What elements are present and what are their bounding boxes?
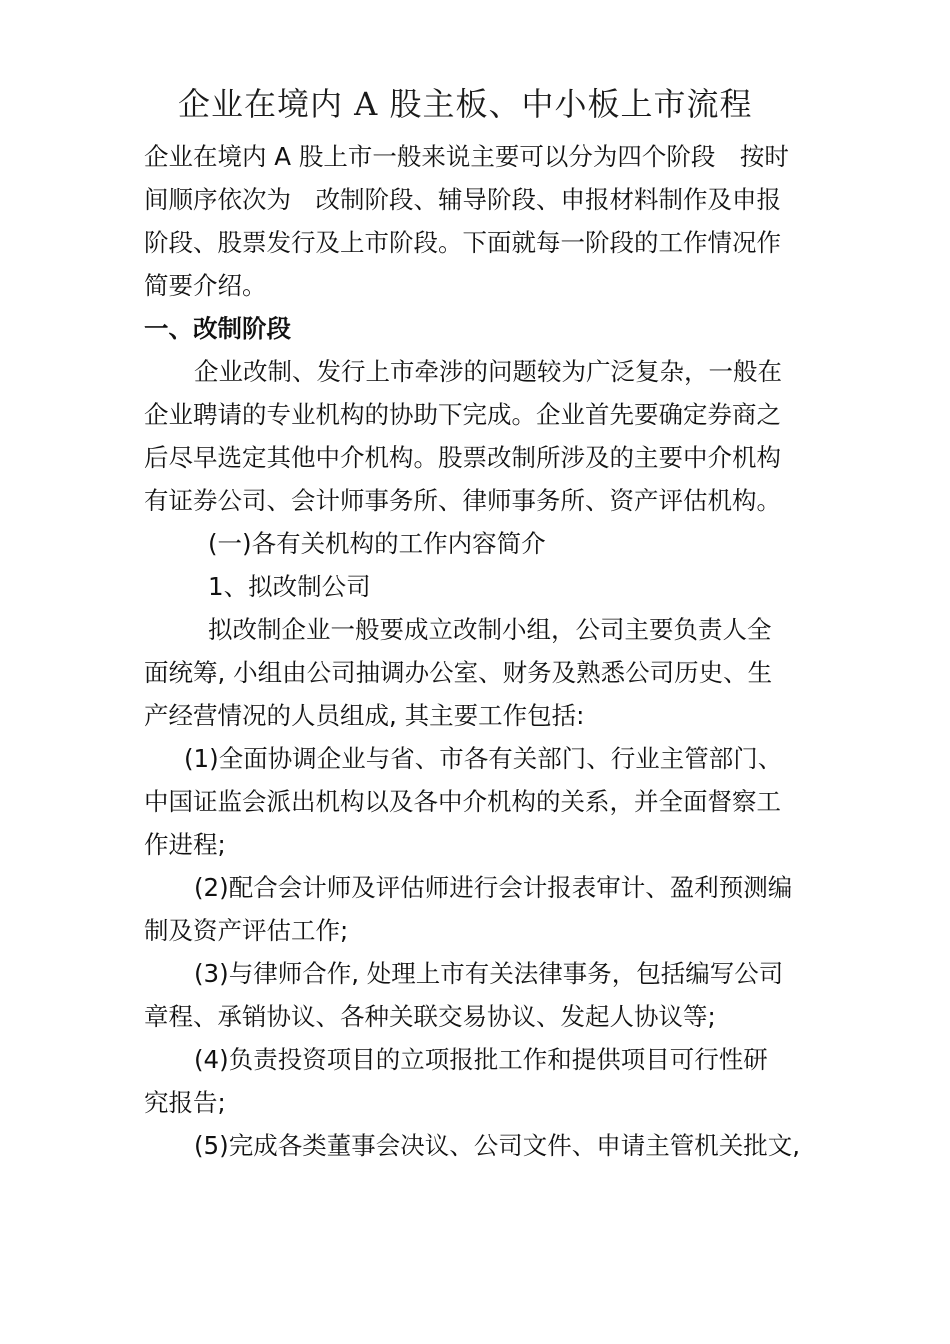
list-item-line: (2)配合会计师及评估师进行会计报表审计、盈利预测编 <box>194 873 793 902</box>
subsection-item-heading: 1、拟改制公司 <box>208 572 371 601</box>
list-item-line: (5)完成各类董事会决议、公司文件、申请主管机关批文, <box>194 1131 800 1160</box>
intro-line: 简要介绍。 <box>144 271 267 300</box>
paragraph-line: 拟改制企业一般要成立改制小组，公司主要负责人全 <box>208 615 772 644</box>
list-item-line: 制及资产评估工作; <box>144 916 349 945</box>
list-item-line: 中国证监会派出机构以及各中介机构的关系，并全面督察工 <box>144 787 781 816</box>
paragraph-line: 面统筹, 小组由公司抽调办公室、财务及熟悉公司历史、生 <box>144 658 773 687</box>
section-paragraph-line: 企业聘请的专业机构的协助下完成。企业首先要确定券商之 <box>144 400 781 429</box>
section-paragraph-line: 企业改制、发行上市牵涉的问题较为广泛复杂，一般在 <box>194 357 782 386</box>
intro-line: 阶段、股票发行及上市阶段。下面就每一阶段的工作情况作 <box>144 228 781 257</box>
section-heading: 一、改制阶段 <box>144 314 291 343</box>
intro-line: 企业在境内 A 股上市一般来说主要可以分为四个阶段 按时 <box>144 142 789 171</box>
list-item-line: 作进程; <box>144 830 226 859</box>
list-item-line: 章程、承销协议、各种关联交易协议、发起人协议等; <box>144 1002 716 1031</box>
subsection-heading: (一)各有关机构的工作内容简介 <box>208 529 546 558</box>
list-item-line: (4)负责投资项目的立项报批工作和提供项目可行性研 <box>194 1045 768 1074</box>
section-paragraph-line: 后尽早选定其他中介机构。股票改制所涉及的主要中介机构 <box>144 443 781 472</box>
list-item-line: 究报告; <box>144 1088 226 1117</box>
paragraph-line: 产经营情况的人员组成, 其主要工作包括: <box>144 701 585 730</box>
section-paragraph-line: 有证券公司、会计师事务所、律师事务所、资产评估机构。 <box>144 486 781 515</box>
list-item-line: (3)与律师合作, 处理上市有关法律事务，包括编写公司 <box>194 959 784 988</box>
list-item-line: (1)全面协调企业与省、市各有关部门、行业主管部门、 <box>184 744 783 773</box>
intro-line: 间顺序依次为 改制阶段、辅导阶段、申报材料制作及申报 <box>144 185 781 214</box>
document-title: 企业在境内 A 股主板、中小板上市流程 <box>178 85 753 123</box>
